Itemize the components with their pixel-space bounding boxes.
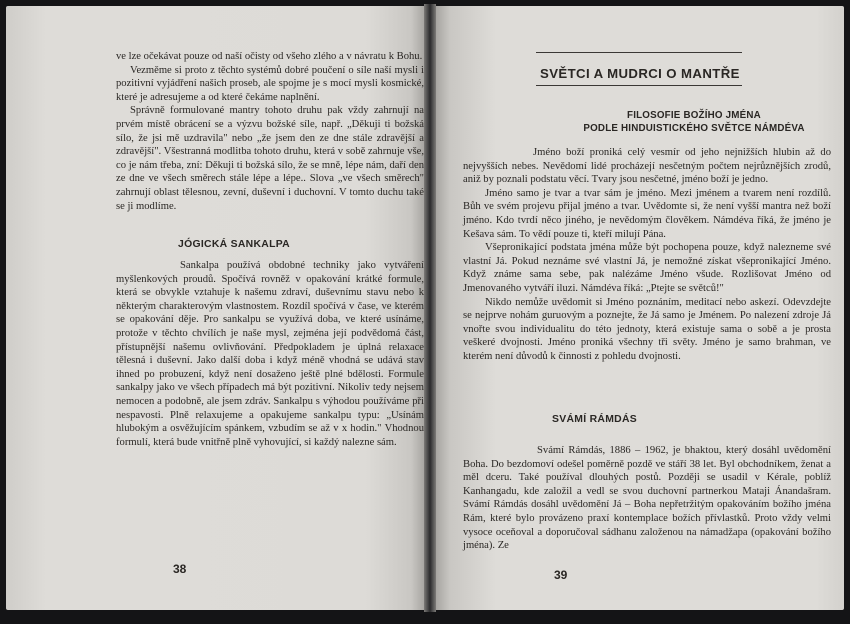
paragraph: Jméno boží proniká celý vesmír od jeho nejnižších hlubin až do nejvyšších nebes. Nevědomí lidé procházejí nesčetným počtem nejrůznějších zrodů, aniž by poznali podstatu věcí. Tvary jsou nesčetné, jméno boží je jedno. xyxy=(463,147,831,186)
left-page xyxy=(6,6,424,610)
paragraph: Vezměme si proto z těchto systémů dobré poučení o síle naší mysli i pozitivní vyjádření našich proseb, ale spojme je s mocí mysli kosmické, které je adresujeme a od které čekáme naplnění. xyxy=(116,64,424,103)
paragraph: Všepronikající podstata jména může být pochopena pouze, když nalezneme své vlastní Já. Pokud neznáme své vlastní Já, je nemožné získat všepronikající Jméno. Když známe sama sebe, pak nalézáme Jméno všude. Rozlišovat Jméno od Jmenovaného vytváří iluzi. Námdéva říká: „Ptejte se světců!" xyxy=(463,242,831,294)
page-number: 39 xyxy=(554,568,568,582)
ramdas-text xyxy=(463,444,831,553)
chapter-rule xyxy=(536,85,742,86)
section-title-line: PODLE HINDUISTICKÉHO SVĚTCE NÁMDÉVA xyxy=(583,122,805,134)
left-intro-text xyxy=(116,50,424,213)
left-sankalpa-text xyxy=(116,259,424,449)
section-heading: JÓGICKÁ SANKALPA xyxy=(178,239,290,250)
paragraph: Správně formulované mantry tohoto druhu pak vždy zahrnují na prvém místě obrácení se a výzvu božské síle, např. „Děkuji ti božská sílo, že jsi mě uzdravila" nebo „že jsem den ze dne stále zdravější a zdravější". Všestranná modlitba tohoto druhu, která v sobě zahrnuje vše, co je nám třeba, zní: Děkuji ti božská sílo, že se mně, lépe nám, daří den ze dne ve všech směrech stále lépe a lépe.. Slova „ve všech směrech" zahrnují oblast tělesnou, zevní, duševní i duchovní. V tomto duchu také se ji modlíme. xyxy=(116,105,424,212)
section-title xyxy=(546,110,842,135)
book-gutter xyxy=(424,4,436,612)
page-number: 38 xyxy=(173,562,187,576)
paragraph: ve lze očekávat pouze od naší očisty od všeho zlého a v návratu k Bohu. xyxy=(116,51,423,62)
chapter-title: SVĚTCI A MUDRCI O MANTŘE xyxy=(540,66,740,81)
paragraph: Nikdo nemůže uvědomit si Jméno poznáním, meditací nebo askezí. Odevzdejte se nejprve nohám guruovým a poznejte, že Já samo je Jménem. Po nalezení zdroje Já vnořte svou individualitu do této jednoty, která existuje sama o sobě a je prosta veškeré dvojnosti. Jméno proniká všechny tři světy. Jméno je samo brahman, ve kterém není důvodů k činnosti z pohledu dvojnosti. xyxy=(463,296,831,362)
namdev-text xyxy=(463,146,831,364)
paragraph: Sankalpa používá obdobné techniky jako vytváření myšlenkových proudů. Spočívá rovněž v opakování krátké formule, která se obvykle vztahuje k našemu zdraví, duševnímu stavu nebo k některým charakterovým vlastnostem. Rozdíl spočívá v čase, ve kterém se opakování děje. Pro sankalpu se využívá doba, ve které usínáme, protože v těchto chvílích je naše mysl, zejména její podvědomá část, přístupnější našemu ovlivňování. Předpokladem je úplná relaxace tělesná i duševní. Jako další doba i když méně vhodná se udává stav ihned po probuzení, když není dosaženo ještě plné bdělosti. Formule sankalpy jako ve všech případech má být pozitivní. Nikoliv tedy nejsem nemocen a podobně, ale jsem zdráv. Sankalpu s výhodou používáme při nespavosti. Plně relaxujeme a opakujeme sankalpu typu: „Usínám hlubokým a osvěžujícím spánkem, vzbudím se až v x hodin." Vhodnou formulí, která bude vnitřně plně vyhovující, si každý nalezne sám. xyxy=(116,260,424,448)
section-title-line: FILOSOFIE BOŽÍHO JMÉNA xyxy=(627,110,761,121)
paragraph: Jméno samo je tvar a tvar sám je jméno. Mezi jménem a tvarem není rozdílů. Bůh ve svém projevu přijal jméno a tvar. Uvědomte si, že není vyšší mantra než boží jméno. Kdo tvrdí něco jiného, je nevědomým člověkem. Námdéva říká, že jméno je Kešava sám. To vědí pouze ti, kteří milují Pána. xyxy=(463,187,831,240)
chapter-rule xyxy=(536,52,742,53)
right-page xyxy=(436,6,844,610)
paragraph: Svámí Rámdás, 1886 – 1962, je bhaktou, který dosáhl uvědomění Boha. Do bezdomoví odešel poměrně pozdě ve stáří 38 let. Byl obchodníkem, ženat a měl dceru. Také používal dlouhých postů. Později se usadil v Kérale, poblíž Kanhangadu, kde založil a vedl se svou duchovní partnerkou Mataji Ánandašram. Svámí Rámdás dosáhl uvědomění Já – Boha nepřetržitým opakováním božího jména Rám, které bylo provázeno praxí kontemplace božích přívlastků. Proto vždy velmi vysoce oceňoval a doporučoval sádhanu založenou na námadžapa (opakování božího jména). Ze xyxy=(463,445,831,552)
section-heading: SVÁMÍ RÁMDÁS xyxy=(552,414,637,425)
